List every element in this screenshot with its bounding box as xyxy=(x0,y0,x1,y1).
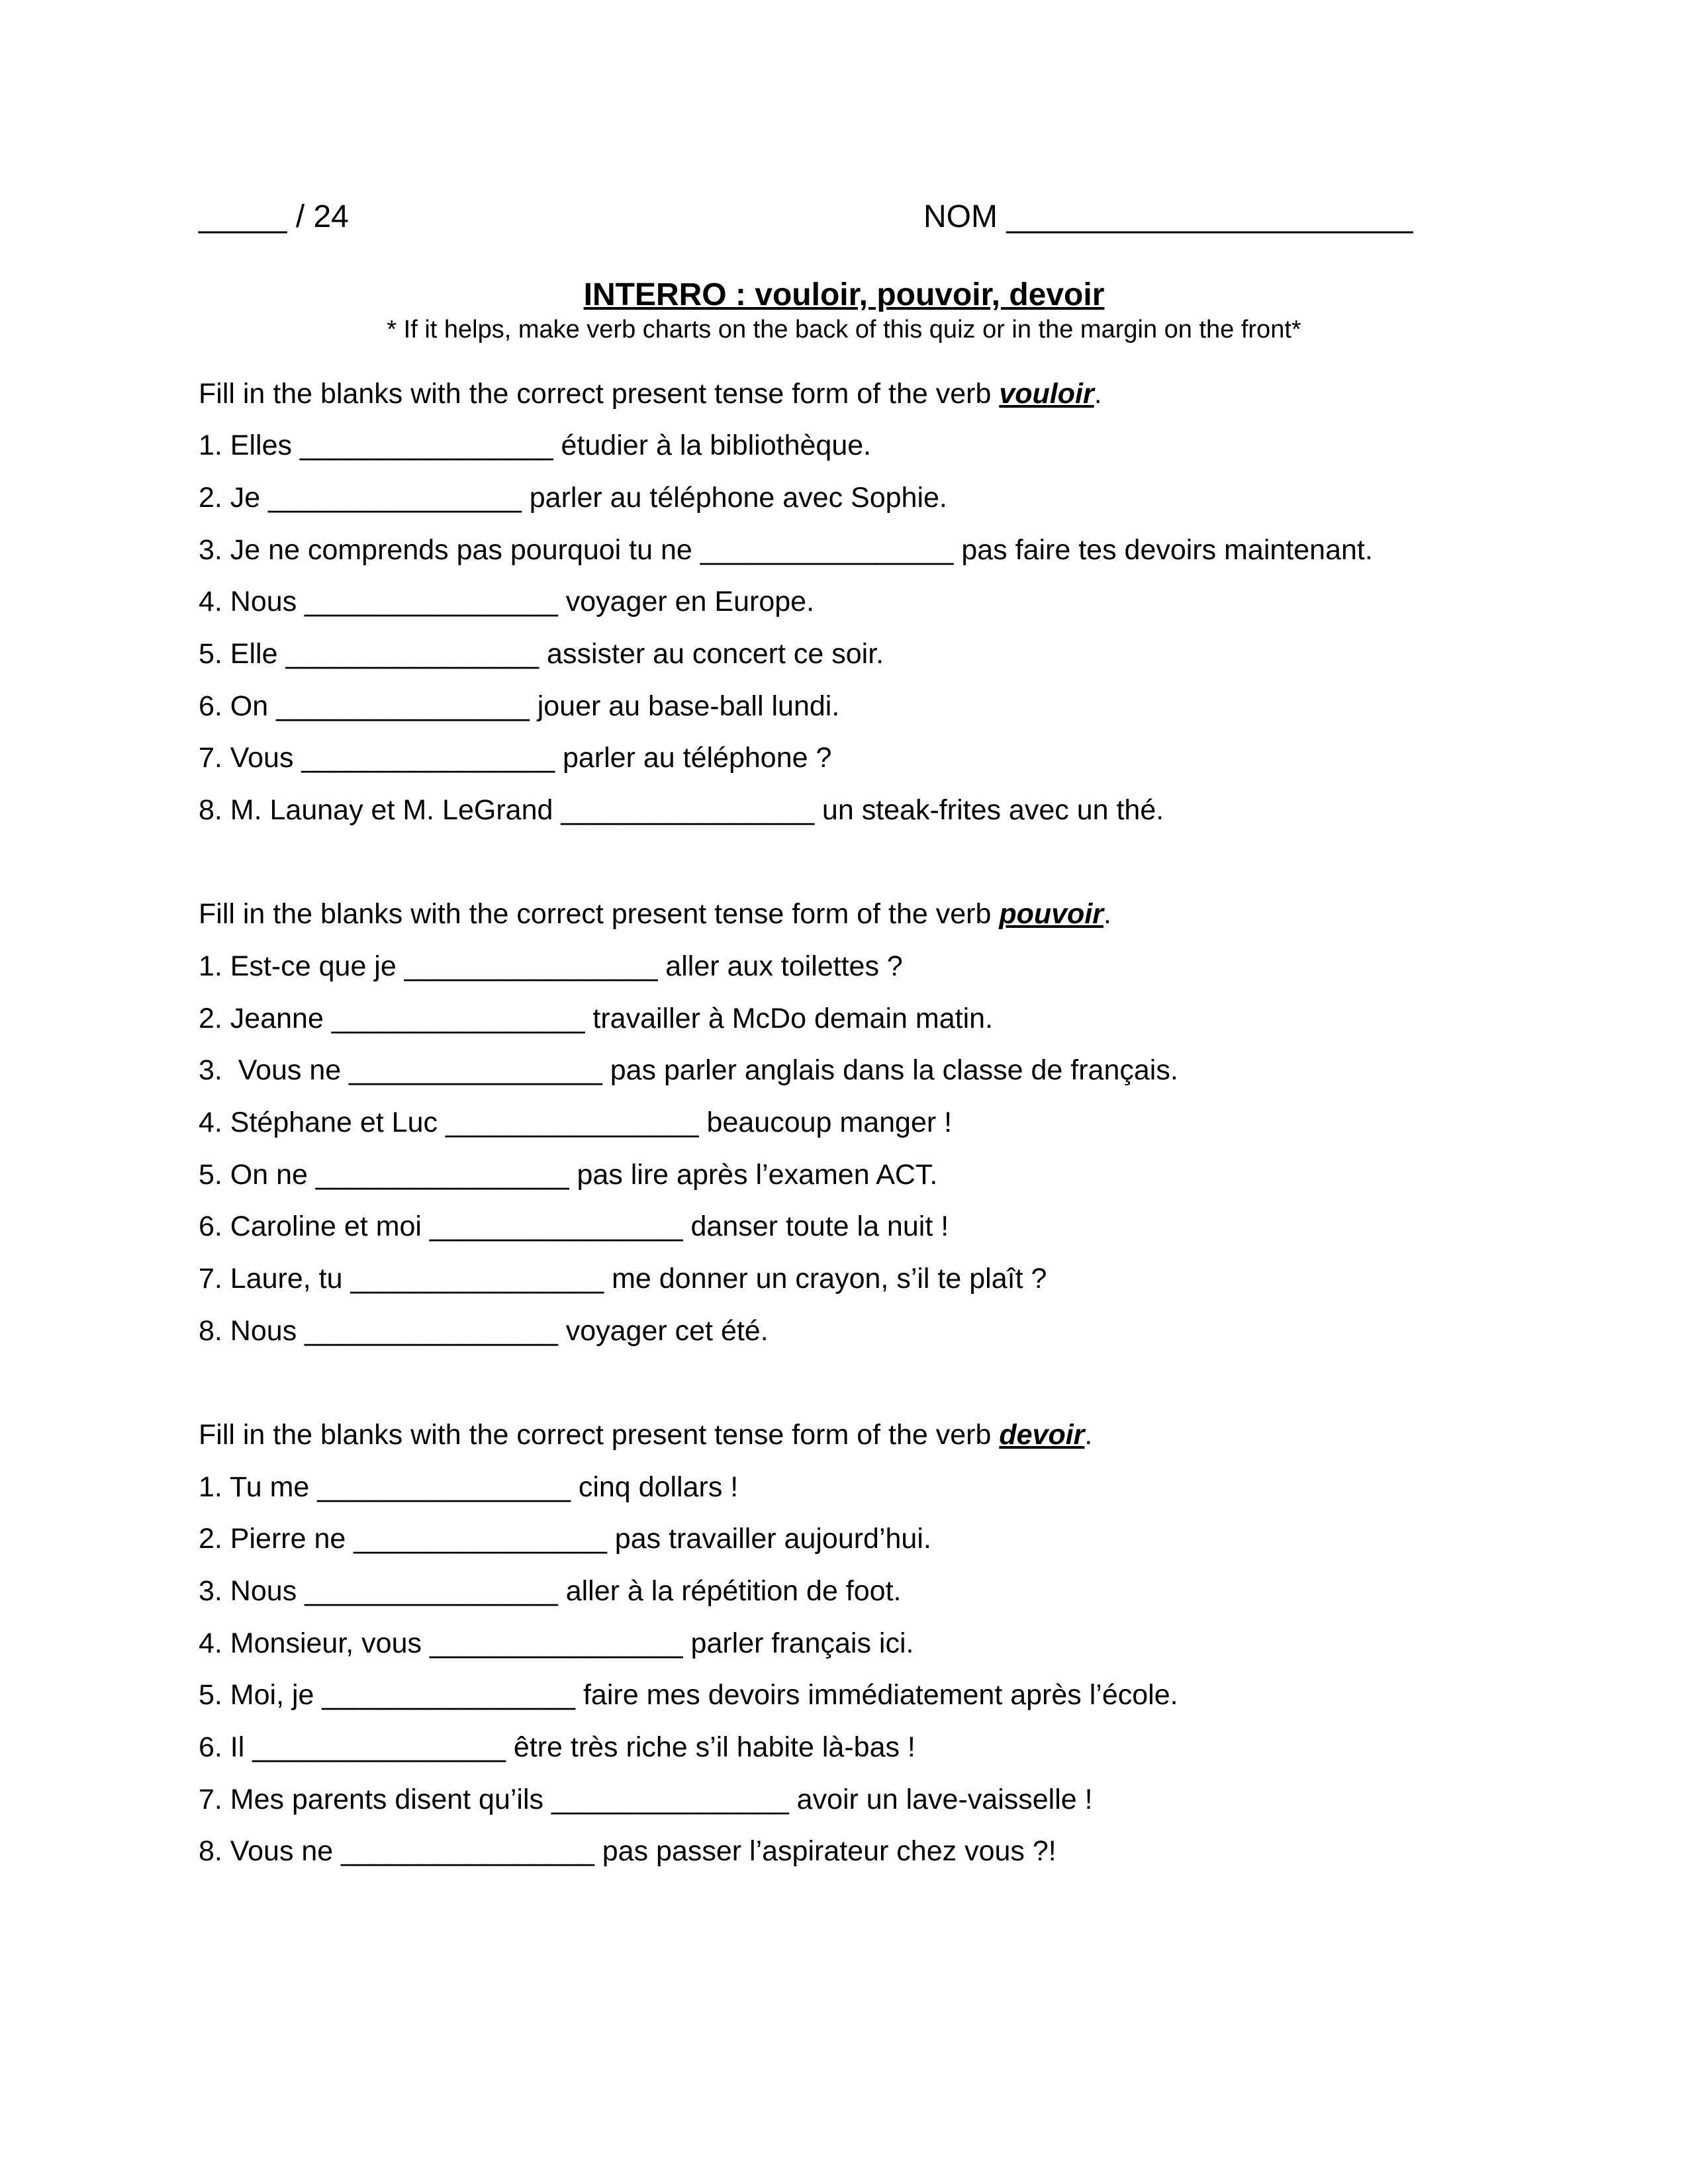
section-instruction-vouloir: Fill in the blanks with the correct present tense form of the verb vouloir. xyxy=(199,378,1102,410)
verb-pouvoir: pouvoir xyxy=(999,898,1104,930)
list-item[interactable]: 2. Jeanne ________________ travailler à McDo demain matin. xyxy=(199,1003,994,1034)
score-field[interactable]: _____ / 24 xyxy=(199,199,349,234)
list-item[interactable]: 8. M. Launay et M. LeGrand ________________ un steak-frites avec un thé. xyxy=(199,794,1164,826)
section-instruction-devoir: Fill in the blanks with the correct present tense form of the verb devoir. xyxy=(199,1419,1093,1451)
list-item[interactable]: 4. Monsieur, vous ________________ parler français ici. xyxy=(199,1627,914,1659)
list-item[interactable]: 3. Je ne comprends pas pourquoi tu ne ________________ pas faire tes devoirs maintenant. xyxy=(199,534,1373,566)
verb-vouloir: vouloir xyxy=(999,378,1094,410)
list-item[interactable]: 4. Nous ________________ voyager en Europe. xyxy=(199,586,815,617)
list-item[interactable]: 1. Est-ce que je ________________ aller aux toilettes ? xyxy=(199,950,903,982)
list-item[interactable]: 7. Mes parents disent qu’ils _______________ avoir un lave-vaisselle ! xyxy=(199,1784,1093,1815)
list-item[interactable]: 7. Vous ________________ parler au téléphone ? xyxy=(199,742,832,774)
list-item[interactable]: 2. Je ________________ parler au téléphone avec Sophie. xyxy=(199,482,947,514)
section-instruction-pouvoir: Fill in the blanks with the correct present tense form of the verb pouvoir. xyxy=(199,898,1111,930)
list-item[interactable]: 2. Pierre ne ________________ pas travailler aujourd’hui. xyxy=(199,1523,931,1555)
list-item[interactable]: 6. Il ________________ être très riche s’il habite là-bas ! xyxy=(199,1731,915,1763)
page-title: INTERRO : vouloir, pouvoir, devoir xyxy=(583,277,1105,312)
list-item[interactable]: 4. Stéphane et Luc ________________ beaucoup manger ! xyxy=(199,1107,953,1138)
list-item[interactable]: 7. Laure, tu ________________ me donner un crayon, s’il te plaît ? xyxy=(199,1263,1047,1295)
list-item[interactable]: 6. On ________________ jouer au base-ball lundi. xyxy=(199,690,840,722)
list-item[interactable]: 5. On ne ________________ pas lire après l’examen ACT. xyxy=(199,1159,938,1191)
list-item[interactable]: 6. Caroline et moi ________________ danser toute la nuit ! xyxy=(199,1210,949,1242)
list-item[interactable]: 5. Moi, je ________________ faire mes devoirs immédiatement après l’école. xyxy=(199,1679,1178,1711)
list-item[interactable]: 5. Elle ________________ assister au concert ce soir. xyxy=(199,638,884,670)
list-item[interactable]: 8. Vous ne ________________ pas passer l’aspirateur chez vous ?! xyxy=(199,1835,1056,1867)
list-item[interactable]: 8. Nous ________________ voyager cet été. xyxy=(199,1315,769,1347)
list-item[interactable]: 3. Nous ________________ aller à la répétition de foot. xyxy=(199,1575,902,1607)
page-subtitle: * If it helps, make verb charts on the back of this quiz or in the margin on the front* xyxy=(387,316,1301,343)
list-item[interactable]: 3. Vous ne ________________ pas parler anglais dans la classe de français. xyxy=(199,1054,1178,1086)
name-field[interactable]: NOM _______________________ xyxy=(923,199,1413,234)
list-item[interactable]: 1. Elles ________________ étudier à la bibliothèque. xyxy=(199,430,872,461)
verb-devoir: devoir xyxy=(999,1419,1085,1451)
list-item[interactable]: 1. Tu me ________________ cinq dollars ! xyxy=(199,1471,739,1503)
